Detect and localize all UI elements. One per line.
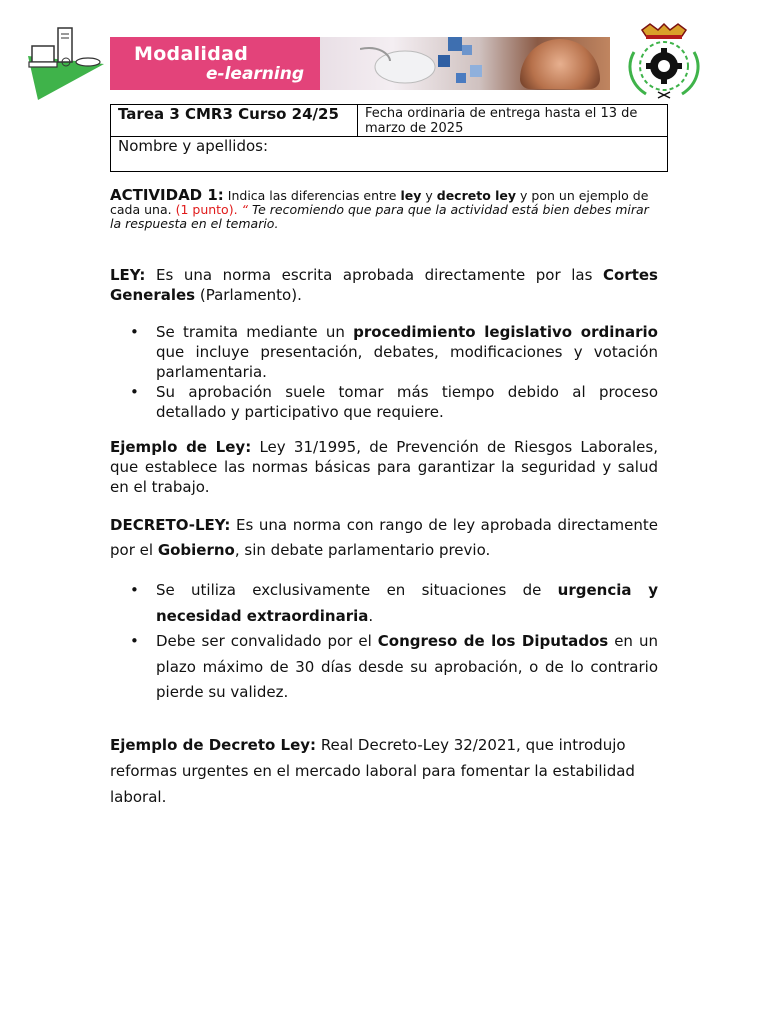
- ley-text-end: (Parlamento).: [199, 286, 302, 304]
- ley-example-text: Ley 31/1995, de Prevención de Riesgos Laborales, que establece las normas básicas para garantizar la seguridad y salud en el trabajo.: [110, 438, 658, 496]
- task-header-table: [110, 104, 668, 172]
- bullet-text: Debe ser convalidado por el: [156, 632, 372, 650]
- student-name-field[interactable]: Nombre y apellidos:: [111, 137, 668, 172]
- activity-quote-mark: “: [241, 202, 249, 217]
- activity-conj: y: [425, 188, 433, 203]
- ley-definition: [110, 265, 658, 305]
- bullet-text: Su aprobación suele tomar más tiempo debido al proceso detallado y participativo que requiere.: [156, 383, 658, 421]
- decreto-text: Es una norma con rango de ley aprobada directamente por el: [110, 516, 658, 559]
- list-item: [110, 629, 658, 706]
- ley-strong: Cortes Generales: [110, 266, 658, 304]
- bullet-icon: •: [130, 632, 139, 650]
- activity-term-decreto: decreto ley: [436, 188, 517, 203]
- activity-prompt-end: y pon un ejemplo de cada una.: [110, 188, 649, 217]
- activity-heading: ACTIVIDAD 1:: [110, 186, 224, 204]
- bullet-text: Se tramita mediante un: [156, 323, 345, 341]
- decreto-example: [110, 732, 658, 810]
- list-item: [110, 322, 658, 382]
- bullet-text-end: que incluye presentación, debates, modificaciones y votación parlamentaria.: [156, 343, 658, 381]
- activity-term-ley: ley: [400, 188, 422, 203]
- ley-text: Es una norma escrita aprobada directamente por las: [155, 266, 593, 284]
- e-learning-banner: [110, 37, 610, 90]
- decreto-example-label: Ejemplo de Decreto Ley:: [110, 736, 317, 754]
- bullet-text-end: en un plazo máximo de 30 días desde su aprobación, o de lo contrario pierde su validez.: [156, 632, 658, 701]
- bullet-strong: Congreso de los Diputados: [377, 632, 609, 650]
- decreto-strong: Gobierno: [157, 541, 235, 559]
- decreto-example-text: Real Decreto-Ley 32/2021, que introdujo reformas urgentes en el mercado laboral para fomentar la estabilidad laboral.: [110, 736, 635, 806]
- bullet-strong: urgencia y necesidad extraordinaria: [156, 581, 658, 625]
- activity-statement: [110, 188, 658, 231]
- activity-points: (1 punto).: [175, 202, 238, 217]
- ley-example-label: Ejemplo de Ley:: [110, 438, 252, 456]
- activity-prompt: Indica las diferencias entre: [227, 188, 397, 203]
- decreto-text-end: , sin debate parlamentario previo.: [234, 541, 491, 559]
- bullet-text: Se utiliza exclusivamente en situaciones de: [156, 581, 542, 599]
- task-title: Tarea 3 CMR3 Curso 24/25: [111, 105, 358, 137]
- bullet-icon: •: [130, 383, 139, 401]
- bullet-strong: procedimiento legislativo ordinario: [353, 323, 658, 341]
- decreto-bullet-list: [110, 578, 658, 706]
- bullet-icon: •: [130, 323, 139, 341]
- school-logo-left: [26, 24, 106, 102]
- school-crest-logo: [620, 22, 708, 104]
- decreto-label: DECRETO-LEY:: [110, 516, 231, 534]
- bullet-icon: •: [130, 581, 139, 599]
- mouse-icon: [360, 43, 440, 87]
- students-photo: [520, 39, 600, 89]
- activity-note: Te recomiendo que para que la actividad está bien debes mirar la respuesta en el temario.: [110, 202, 649, 231]
- banner-title: Modalidad: [134, 43, 249, 65]
- list-item: [110, 382, 658, 422]
- decreto-definition: [110, 513, 658, 563]
- ley-example: [110, 437, 658, 497]
- task-deadline: Fecha ordinaria de entrega hasta el 13 de marzo de 2025: [358, 105, 668, 137]
- banner-subtitle: e-learning: [206, 64, 304, 84]
- list-item: [110, 578, 658, 629]
- bullet-text-end: .: [368, 606, 374, 625]
- ley-bullet-list: [110, 322, 658, 422]
- ley-label: LEY:: [110, 266, 146, 284]
